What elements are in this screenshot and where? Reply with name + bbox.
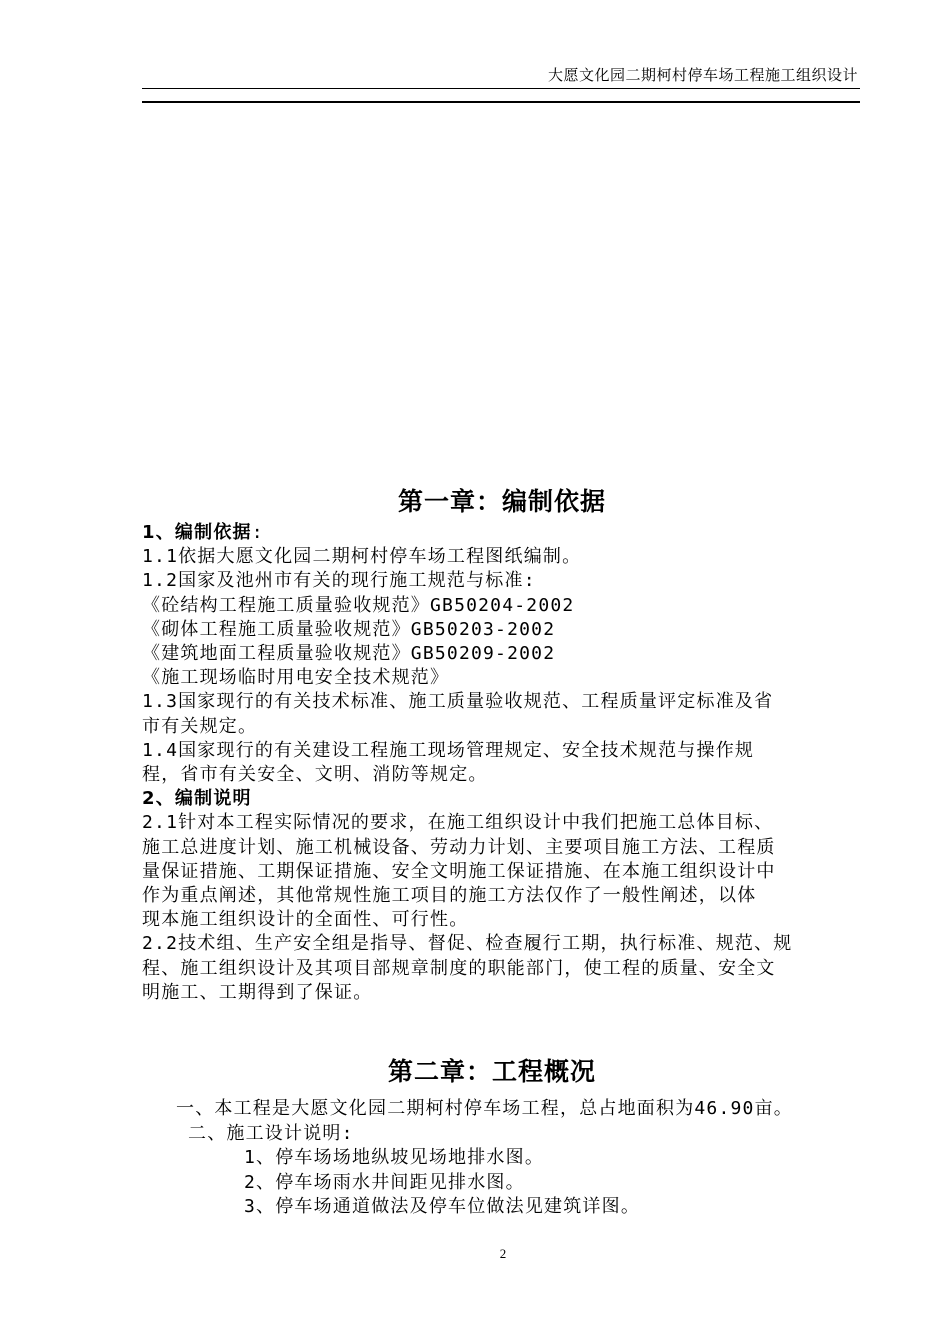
section-1-heading-line	[142, 521, 864, 545]
header-rule	[142, 88, 860, 89]
paragraph-line: 市有关规定。	[142, 715, 258, 737]
chapter-1-title: 第一章：编制依据	[397, 487, 606, 516]
paragraph-line: 现本施工组织设计的全面性、可行性。	[142, 909, 469, 931]
header-rule-thick	[142, 101, 860, 103]
paragraph-line: 量保证措施、工期保证措施、安全文明施工保证措施、在本施工组织设计中	[142, 860, 776, 882]
paragraph-line: 1.2国家及池州市有关的现行施工规范与标准:	[142, 570, 536, 592]
standard-reference: 《建筑地面工程质量验收规范》GB50209-2002	[142, 643, 556, 665]
standard-reference: 《砌体工程施工质量验收规范》GB50203-2002	[142, 618, 556, 640]
standard-reference: 《砼结构工程施工质量验收规范》GB50204-2002	[142, 594, 575, 616]
running-header: 大愿文化园二期柯村停车场工程施工组织设计	[547, 66, 858, 84]
paragraph-line: 程、施工组织设计及其项目部规章制度的职能部门，使工程的质量、安全文	[142, 957, 776, 979]
overview-item-2: 二、施工设计说明:	[188, 1122, 354, 1144]
overview-item-1: 一、本工程是大愿文化园二期柯村停车场工程，总占地面积为46.90亩。	[176, 1098, 793, 1119]
standard-reference: 《施工现场临时用电安全技术规范》	[142, 667, 450, 689]
chapter-1-body	[142, 521, 864, 1005]
design-note-item: 1、停车场场地纵坡见场地排水图。	[244, 1147, 545, 1168]
design-note-item: 3、停车场通道做法及停车位做法见建筑详图。	[244, 1196, 641, 1217]
page-number: 2	[499, 1246, 507, 1261]
paragraph-line: 程，省市有关安全、文明、消防等规定。	[142, 764, 488, 786]
paragraph-line: 1.4国家现行的有关建设工程施工现场管理规定、安全技术规范与操作规	[142, 739, 755, 761]
paragraph-line: 明施工、工期得到了保证。	[142, 981, 373, 1003]
paragraph-line: 1.3国家现行的有关技术标准、施工质量验收规范、工程质量评定标准及省	[142, 691, 774, 713]
paragraph-line: 2.1针对本工程实际情况的要求，在施工组织设计中我们把施工总体目标、	[142, 812, 774, 834]
chapter-2-body	[142, 1097, 872, 1220]
section-1-heading-colon: :	[251, 522, 264, 543]
section-1-heading: 1、编制依据	[142, 522, 252, 543]
paragraph-line: 作为重点阐述，其他常规性施工项目的施工方法仅作了一般性阐述，以体	[142, 885, 757, 907]
section-2-heading: 2、编制说明	[142, 788, 252, 810]
paragraph-line: 1.1依据大愿文化园二期柯村停车场工程图纸编制。	[142, 546, 582, 568]
chapter-2-title: 第二章：工程概况	[387, 1057, 596, 1086]
paragraph-line: 2.2技术组、生产安全组是指导、督促、检查履行工期，执行标准、规范、规	[142, 933, 793, 955]
design-note-item: 2、停车场雨水井间距见排水图。	[244, 1171, 525, 1193]
paragraph-line: 施工总进度计划、施工机械设备、劳动力计划、主要项目施工方法、工程质	[142, 836, 776, 858]
